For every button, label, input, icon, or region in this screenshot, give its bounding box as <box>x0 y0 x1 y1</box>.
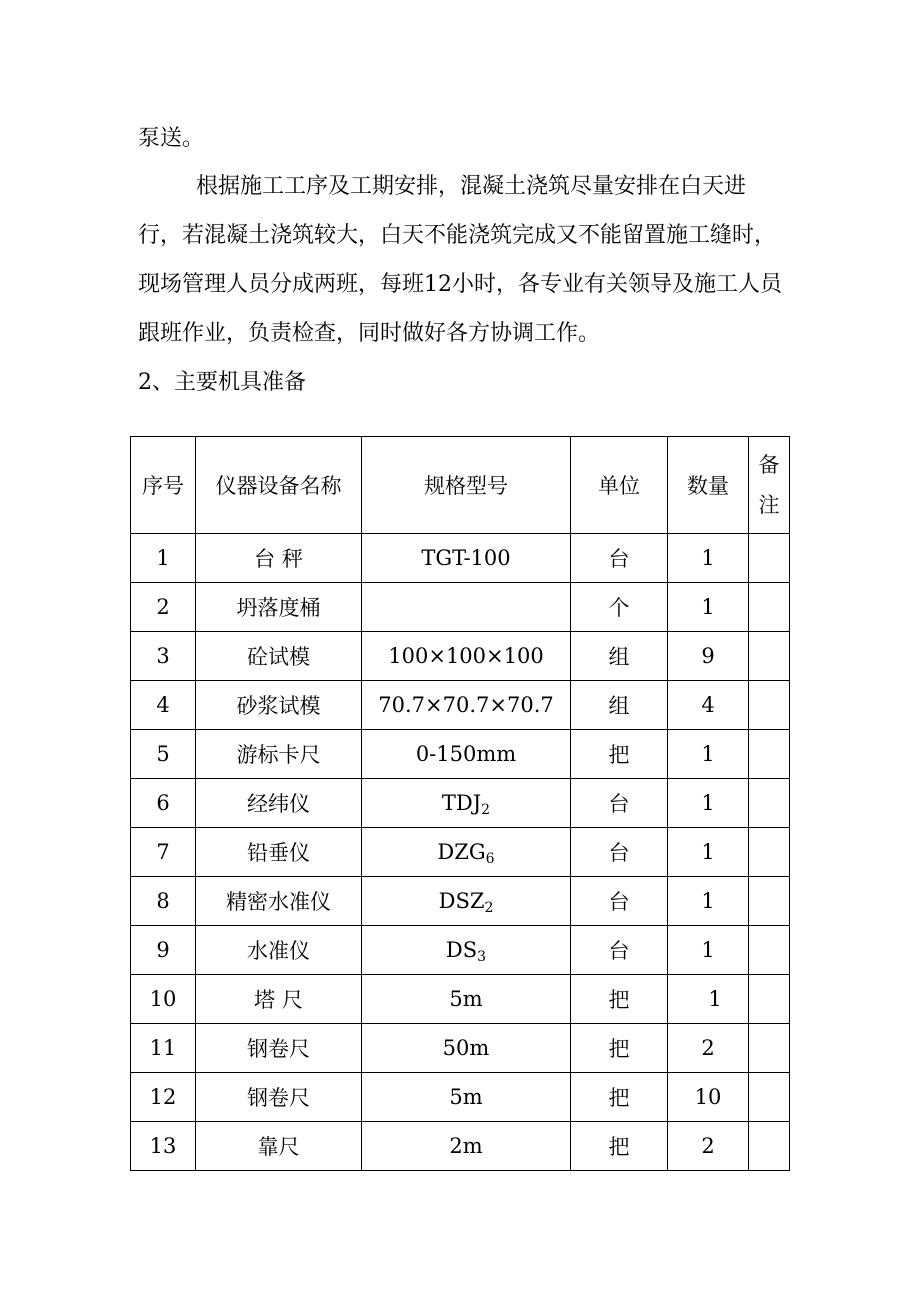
table-row <box>131 730 790 779</box>
spec-subscript: 3 <box>477 949 487 965</box>
cell-spec: 50m <box>362 1024 571 1073</box>
cell-qty: 9 <box>668 632 749 681</box>
cell-qty: 1 <box>668 779 749 828</box>
cell-spec: 70.7×70.7×70.7 <box>362 681 571 730</box>
table-row <box>131 583 790 632</box>
header-spec: 规格型号 <box>362 437 571 534</box>
cell-unit: 把 <box>571 730 668 779</box>
cell-no: 11 <box>131 1024 196 1073</box>
cell-unit: 台 <box>571 534 668 583</box>
cell-remark <box>749 975 790 1024</box>
cell-no: 12 <box>131 1073 196 1122</box>
cell-remark <box>749 828 790 877</box>
cell-spec: 5m <box>362 1073 571 1122</box>
cell-no: 5 <box>131 730 196 779</box>
table-row <box>131 1024 790 1073</box>
cell-unit: 把 <box>571 1073 668 1122</box>
spec-subscript: 2 <box>481 802 491 818</box>
cell-no: 6 <box>131 779 196 828</box>
cell-no: 9 <box>131 926 196 975</box>
table-row <box>131 975 790 1024</box>
cell-remark <box>749 583 790 632</box>
table-row <box>131 828 790 877</box>
cell-qty: 1 <box>668 877 749 926</box>
header-name: 仪器设备名称 <box>196 437 362 534</box>
cell-unit: 台 <box>571 779 668 828</box>
header-remark-top: 备 <box>758 453 780 477</box>
cell-name: 水准仪 <box>196 926 362 975</box>
cell-remark <box>749 926 790 975</box>
cell-spec: 5m <box>362 975 571 1024</box>
cell-qty: 1 <box>668 926 749 975</box>
cell-no: 2 <box>131 583 196 632</box>
spec-base: TDJ <box>441 791 482 815</box>
equipment-table <box>130 436 790 1171</box>
header-no: 序号 <box>131 437 196 534</box>
cell-qty: 1 <box>668 730 749 779</box>
cell-spec <box>362 779 571 828</box>
spec-base: DZG <box>437 840 486 864</box>
cell-name: 塔 尺 <box>196 975 362 1024</box>
cell-remark <box>749 877 790 926</box>
spec-base: DSZ <box>438 889 485 913</box>
cell-unit: 台 <box>571 926 668 975</box>
table-row <box>131 877 790 926</box>
table-row <box>131 681 790 730</box>
cell-spec: 100×100×100 <box>362 632 571 681</box>
table-row <box>131 632 790 681</box>
table-row <box>131 534 790 583</box>
cell-spec <box>362 828 571 877</box>
cell-qty: 2 <box>668 1024 749 1073</box>
cell-name: 游标卡尺 <box>196 730 362 779</box>
paragraph-continuation: 泵送。 <box>138 126 205 151</box>
cell-spec <box>362 926 571 975</box>
cell-remark <box>749 730 790 779</box>
cell-name: 砼试模 <box>196 632 362 681</box>
cell-unit: 把 <box>571 1024 668 1073</box>
cell-remark <box>749 1073 790 1122</box>
cell-spec <box>362 877 571 926</box>
spec-base: DS <box>445 938 478 962</box>
cell-remark <box>749 1122 790 1171</box>
cell-unit: 台 <box>571 877 668 926</box>
cell-no: 13 <box>131 1122 196 1171</box>
cell-spec: 0-150mm <box>362 730 571 779</box>
cell-qty: 1 <box>668 828 749 877</box>
section-heading: 2、主要机具准备 <box>138 370 306 395</box>
cell-name: 钢卷尺 <box>196 1024 362 1073</box>
table-row <box>131 926 790 975</box>
cell-no: 3 <box>131 632 196 681</box>
table-row <box>131 779 790 828</box>
cell-spec <box>362 583 571 632</box>
cell-remark <box>749 632 790 681</box>
cell-qty: 1 <box>668 975 749 1024</box>
cell-name: 精密水准仪 <box>196 877 362 926</box>
cell-unit: 个 <box>571 583 668 632</box>
cell-remark <box>749 779 790 828</box>
cell-unit: 把 <box>571 975 668 1024</box>
paragraph-schedule: 根据施工工序及工期安排，混凝土浇筑尽量安排在白天进行，若混凝土浇筑较大，白天不能浇筑完成又不能留置施工缝时，现场管理人员分成两班，每班12小时，各专业有关领导及施工人员跟班作业，负责检查，同时做好各方协调工作。 <box>138 174 782 346</box>
cell-name: 铅垂仪 <box>196 828 362 877</box>
cell-no: 4 <box>131 681 196 730</box>
cell-qty: 1 <box>668 583 749 632</box>
cell-name: 经纬仪 <box>196 779 362 828</box>
table-header-row <box>131 437 790 534</box>
header-unit: 单位 <box>571 437 668 534</box>
cell-remark <box>749 1024 790 1073</box>
cell-spec: 2m <box>362 1122 571 1171</box>
cell-no: 8 <box>131 877 196 926</box>
cell-unit: 台 <box>571 828 668 877</box>
cell-remark <box>749 681 790 730</box>
cell-name: 砂浆试模 <box>196 681 362 730</box>
cell-qty: 2 <box>668 1122 749 1171</box>
cell-name: 靠尺 <box>196 1122 362 1171</box>
cell-qty: 1 <box>668 534 749 583</box>
header-qty: 数量 <box>668 437 749 534</box>
cell-unit: 组 <box>571 681 668 730</box>
cell-name: 台 秤 <box>196 534 362 583</box>
cell-qty: 4 <box>668 681 749 730</box>
cell-no: 7 <box>131 828 196 877</box>
table-row <box>131 1122 790 1171</box>
header-remark-bottom: 注 <box>758 493 780 517</box>
cell-qty: 10 <box>668 1073 749 1122</box>
table-row <box>131 1073 790 1122</box>
cell-no: 10 <box>131 975 196 1024</box>
header-remark <box>749 437 790 534</box>
cell-remark <box>749 534 790 583</box>
cell-spec: TGT-100 <box>362 534 571 583</box>
cell-unit: 把 <box>571 1122 668 1171</box>
spec-subscript: 2 <box>484 900 494 916</box>
cell-unit: 组 <box>571 632 668 681</box>
cell-name: 坍落度桶 <box>196 583 362 632</box>
cell-name: 钢卷尺 <box>196 1073 362 1122</box>
spec-subscript: 6 <box>485 851 495 867</box>
cell-no: 1 <box>131 534 196 583</box>
